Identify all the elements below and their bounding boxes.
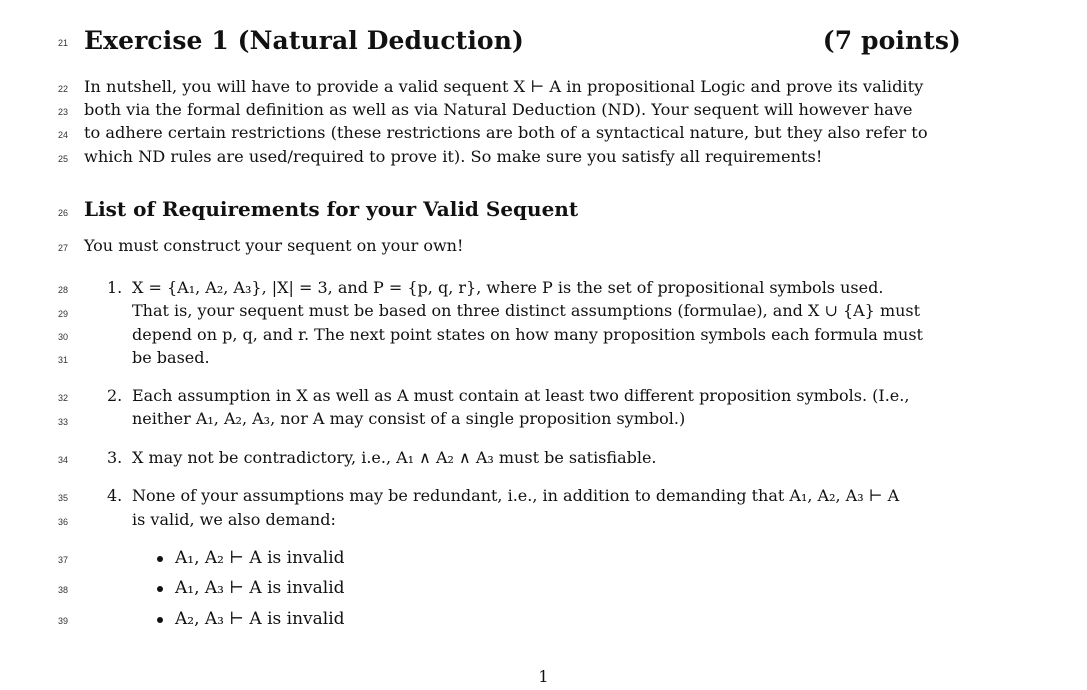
line-number: 39 <box>57 616 68 626</box>
bullet-item: A₁, A₃ ⊢ A is invalid <box>175 578 345 598</box>
line-number: 38 <box>57 585 68 595</box>
requirement-line: depend on p, q, and r. The next point states on how many proposition symbols each formula must <box>132 325 923 344</box>
requirement-line: That is, your sequent must be based on three distinct assumptions (formulae), and X ∪ {A} must <box>132 301 921 320</box>
bullet-icon <box>157 586 163 592</box>
requirement-line: Each assumption in X as well as A must contain at least two different proposition symbols. (I.e., <box>132 386 910 405</box>
line-number: 34 <box>57 455 68 465</box>
bullet-icon <box>157 617 163 623</box>
line-number: 29 <box>57 309 68 319</box>
requirement-line: is valid, we also demand: <box>132 510 336 529</box>
section-lead: You must construct your sequent on your own! <box>84 236 464 255</box>
requirement-number: 2. <box>107 386 123 405</box>
requirement-line: neither A₁, A₂, A₃, nor A may consist of a single proposition symbol.) <box>132 409 686 428</box>
line-number: 31 <box>57 355 68 365</box>
line-number: 30 <box>57 332 68 342</box>
page-number: 1 <box>538 667 549 686</box>
line-number: 27 <box>57 243 68 253</box>
requirement-line: None of your assumptions may be redundant, i.e., in addition to demanding that A₁, A₂, A₃ ⊢ A <box>132 486 900 505</box>
line-number: 26 <box>57 208 68 218</box>
requirement-line: X = {A₁, A₂, A₃}, |X| = 3, and P = {p, q, r}, where P is the set of propositional symbols used. <box>132 278 884 297</box>
exercise-title: Exercise 1 (Natural Deduction) <box>84 26 524 55</box>
line-number: 23 <box>57 107 68 117</box>
requirement-number: 4. <box>107 486 123 505</box>
intro-line: both via the formal definition as well as via Natural Deduction (ND). Your sequent will however have <box>84 100 913 119</box>
exercise-points: (7 points) <box>822 26 961 55</box>
line-number: 33 <box>57 417 68 427</box>
line-number: 28 <box>57 285 68 295</box>
line-number: 36 <box>57 517 68 527</box>
bullet-item: A₂, A₃ ⊢ A is invalid <box>175 609 345 629</box>
requirement-number: 1. <box>107 278 123 297</box>
requirement-line: be based. <box>132 348 210 367</box>
requirement-number: 3. <box>107 448 123 467</box>
line-number: 37 <box>57 555 68 565</box>
line-number: 21 <box>57 38 68 48</box>
intro-line: to adhere certain restrictions (these restrictions are both of a syntactical nature, but they also refer to <box>84 123 928 142</box>
line-number: 32 <box>57 393 68 403</box>
line-number: 22 <box>57 84 68 94</box>
line-number: 24 <box>57 130 68 140</box>
requirement-line: X may not be contradictory, i.e., A₁ ∧ A₂ ∧ A₃ must be satisfiable. <box>132 448 657 467</box>
bullet-icon <box>157 556 163 562</box>
line-number: 35 <box>57 493 68 503</box>
intro-line: which ND rules are used/required to prove it). So make sure you satisfy all requirements! <box>84 147 823 166</box>
bullet-item: A₁, A₂ ⊢ A is invalid <box>175 548 345 568</box>
intro-line: In nutshell, you will have to provide a valid sequent X ⊢ A in propositional Logic and prove its validity <box>84 77 924 96</box>
section-title: List of Requirements for your Valid Sequent <box>84 197 579 221</box>
line-number: 25 <box>57 154 68 164</box>
